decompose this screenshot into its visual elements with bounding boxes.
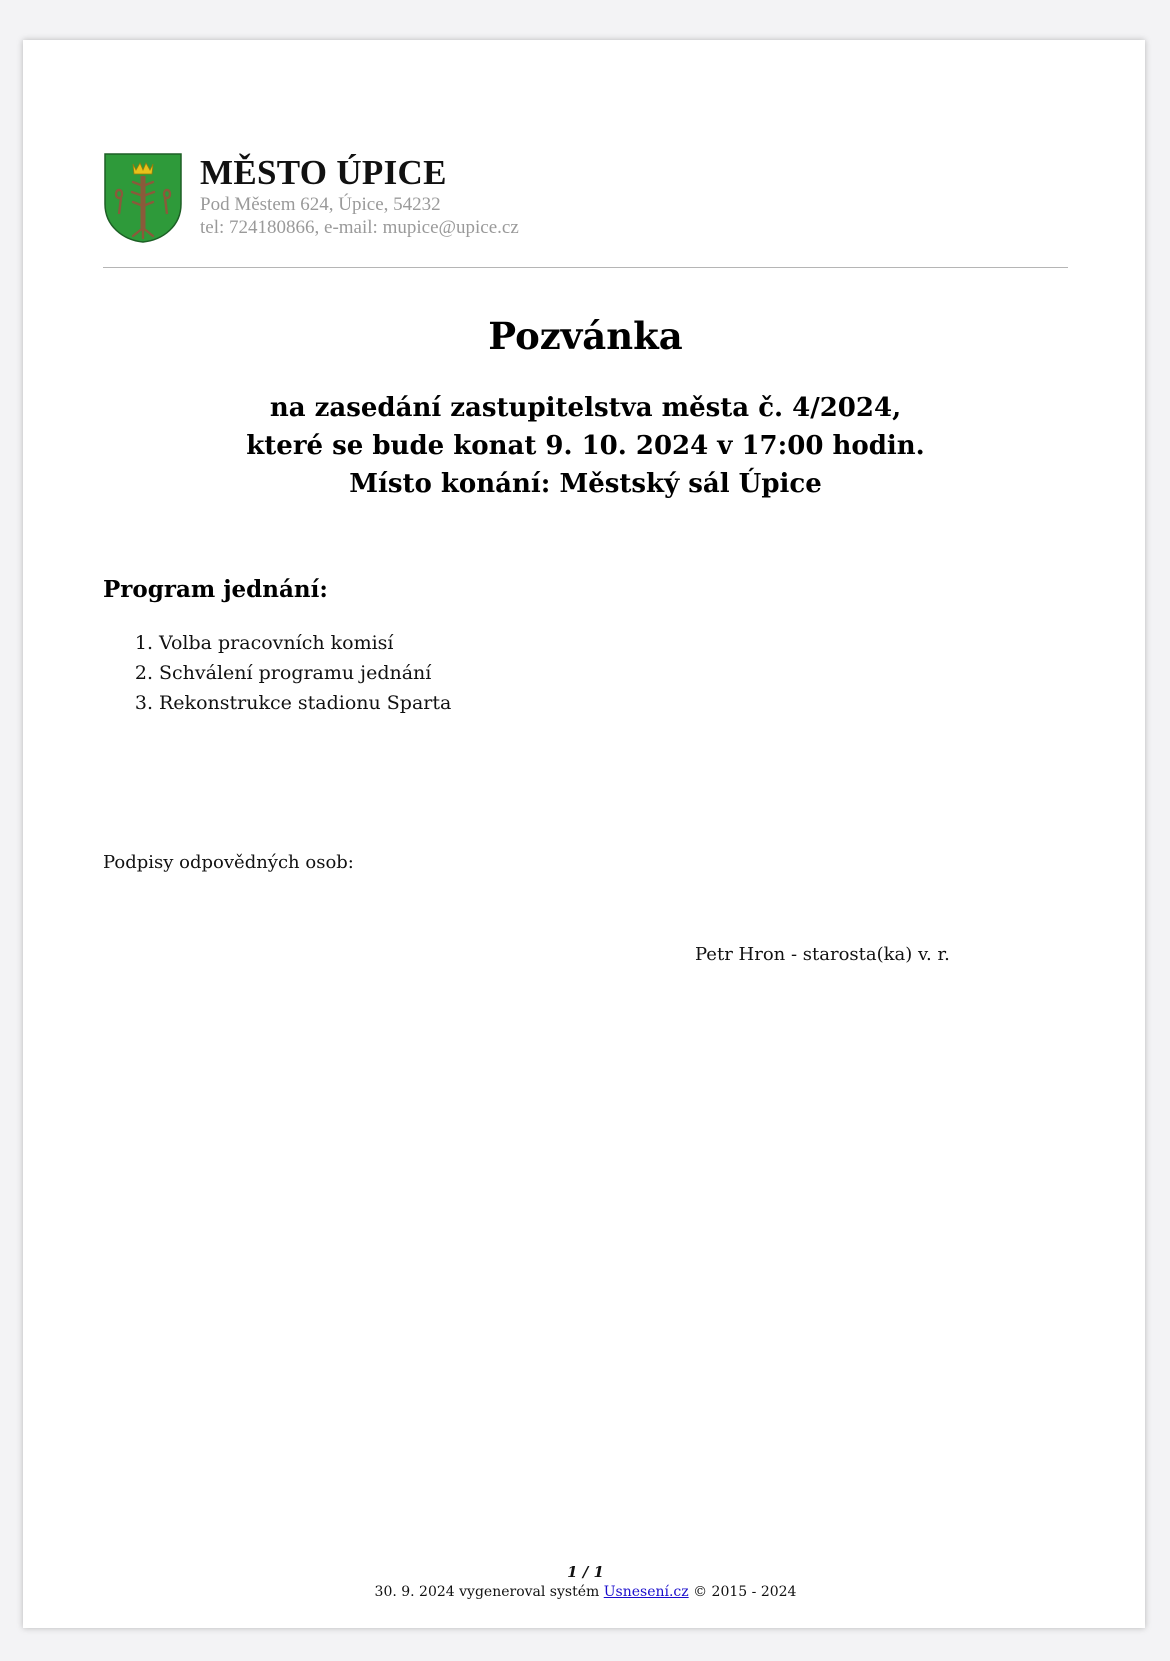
program-item-text: Rekonstrukce stadionu Sparta: [159, 692, 452, 714]
generated-suffix: © 2015 - 2024: [688, 1584, 797, 1600]
meeting-details: [103, 389, 1068, 503]
letterhead: [103, 152, 1068, 262]
town-address: Pod Městem 624, Úpice, 54232: [200, 194, 441, 215]
document-page: [23, 40, 1145, 1628]
document-title: Pozvánka: [488, 314, 683, 358]
town-name: MĚSTO ÚPICE: [200, 153, 447, 192]
program-item: [103, 628, 451, 658]
signer-name: Petr Hron - starosta(ka) v. r.: [695, 944, 950, 965]
usneseni-link[interactable]: Usnesení.cz: [603, 1584, 689, 1600]
page-footer: [103, 1562, 1068, 1602]
header-divider: [103, 267, 1068, 268]
program-item-number: 2.: [134, 662, 153, 684]
meeting-line-2: které se bude konat 9. 10. 2024 v 17:00 hodin.: [246, 431, 925, 461]
meeting-line-1: na zasedání zastupitelstva města č. 4/2024,: [269, 393, 902, 423]
program-item-number: 3.: [134, 692, 153, 714]
program-item-text: Volba pracovních komisí: [159, 632, 394, 654]
page-number: 1 / 1: [567, 1563, 604, 1581]
meeting-line-3: Místo konání: Městský sál Úpice: [349, 469, 822, 499]
letterhead-text: [200, 152, 519, 239]
town-contact: tel: 724180866, e-mail: mupice@upice.cz: [200, 217, 519, 238]
generated-prefix: 30. 9. 2024 vygeneroval systém: [374, 1584, 604, 1600]
generated-note: [103, 1582, 1068, 1602]
program-item: [103, 658, 451, 688]
program-heading: Program jednání:: [103, 576, 328, 603]
program-item: [103, 688, 451, 718]
signatures-label: Podpisy odpovědných osob:: [103, 852, 354, 873]
program-item-text: Schválení programu jednání: [159, 662, 432, 684]
coat-of-arms-icon: [103, 152, 183, 244]
program-item-number: 1.: [134, 632, 153, 654]
program-list: [103, 628, 451, 718]
